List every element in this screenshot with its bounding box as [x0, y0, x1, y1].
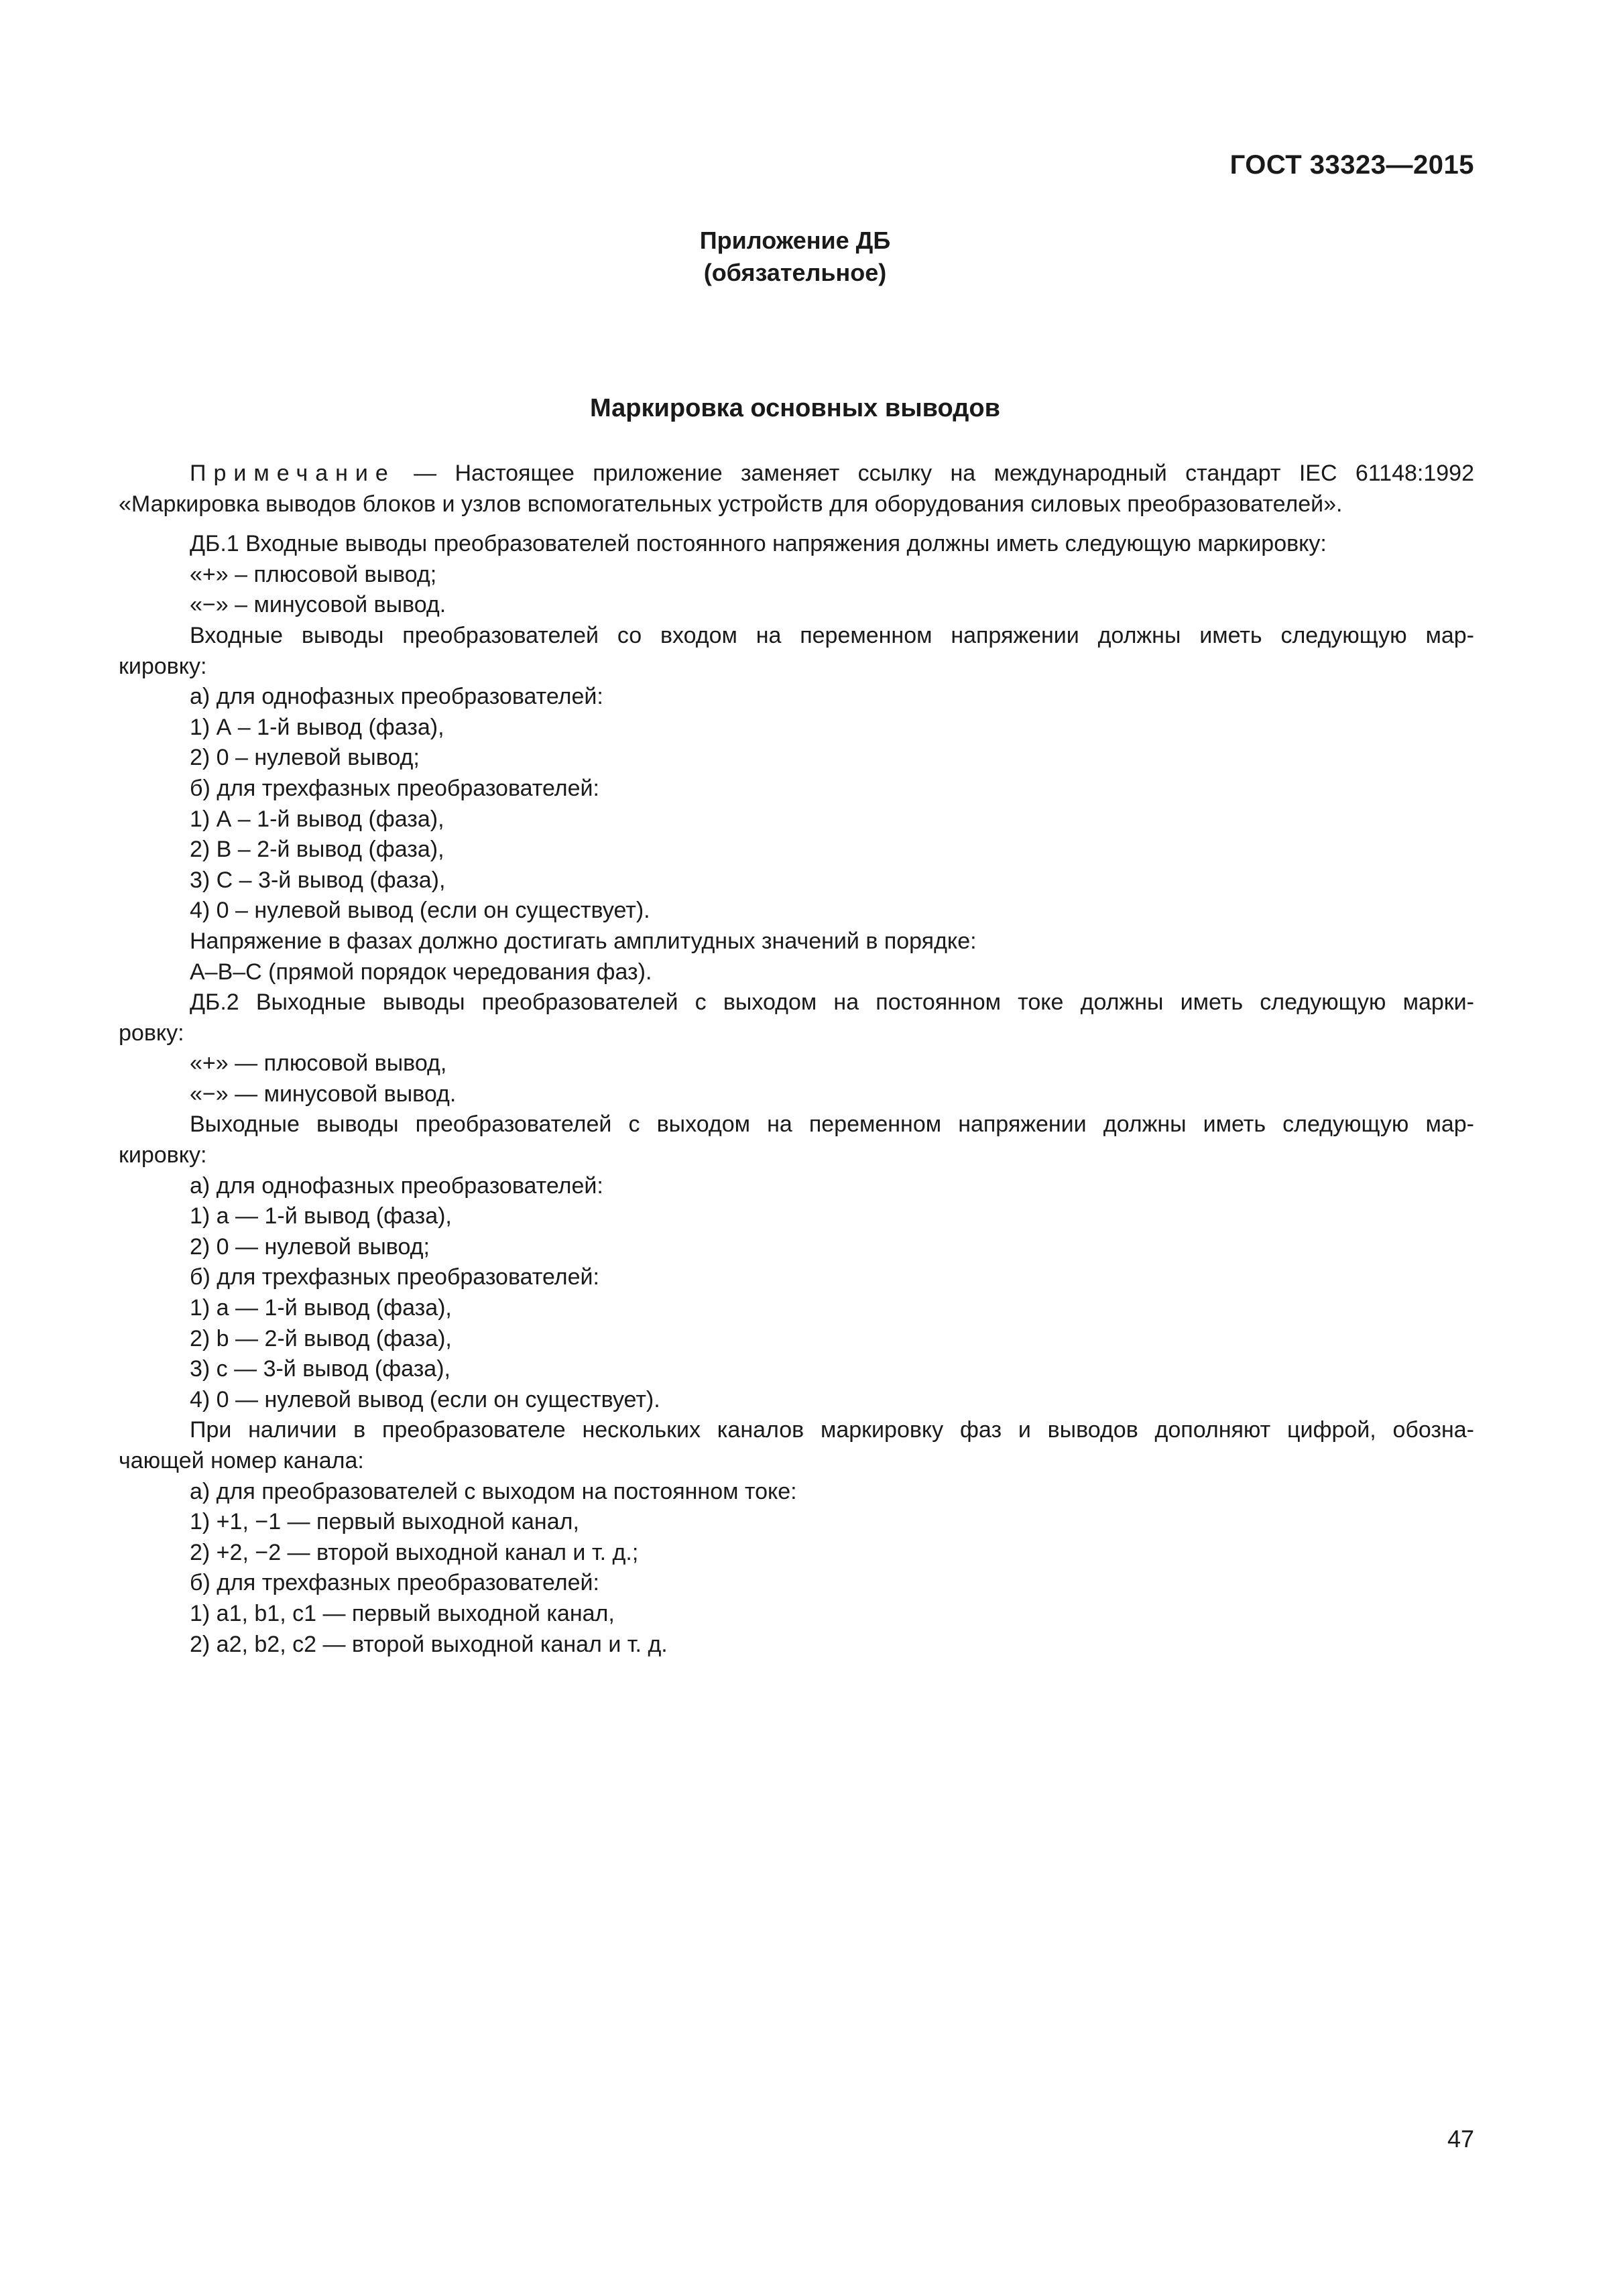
- appendix-status: (обязательное): [703, 259, 887, 286]
- list-item: «+» — плюсовой вывод,: [190, 1050, 447, 1077]
- list-item: а) для однофазных преобразователей:: [190, 684, 603, 710]
- list-item: 1) А – 1-й вывод (фаза),: [190, 714, 444, 740]
- appendix-heading: [0, 225, 1590, 289]
- appendix-title: Приложение ДБ: [699, 227, 891, 254]
- paragraph-line: Входные выводы преобразователей со входом на переменном напряжении должны иметь следующую мар-: [190, 622, 1474, 648]
- note-line: «Маркировка выводов блоков и узлов вспомогательных устройств для оборудования силовых преобразователей».: [119, 491, 1343, 517]
- list-item: 1) а — 1-й вывод (фаза),: [190, 1203, 452, 1229]
- paragraph-line: А–В–С (прямой порядок чередования фаз).: [190, 959, 652, 985]
- list-item: «+» – плюсовой вывод;: [190, 561, 437, 587]
- list-item: 1) а1, b1, с1 — первый выходной канал,: [190, 1600, 615, 1626]
- list-item: 1) А – 1-й вывод (фаза),: [190, 806, 444, 832]
- list-item: 2) 0 – нулевой вывод;: [190, 745, 420, 771]
- paragraph-line: кировку:: [119, 1142, 207, 1168]
- list-item: б) для трехфазных преобразователей:: [190, 1264, 599, 1290]
- paragraph-line: Выходные выводы преобразователей с выходом на переменном напряжении должны иметь следующую мар-: [190, 1111, 1474, 1138]
- list-item: а) для однофазных преобразователей:: [190, 1172, 603, 1199]
- note-dash: —: [414, 461, 437, 486]
- note-text: Настоящее приложение заменяет ссылку на международный стандарт IEC 61148:1992: [455, 461, 1474, 486]
- list-item: 1) +1, −1 — первый выходной канал,: [190, 1509, 579, 1535]
- list-item: 2) b — 2-й вывод (фаза),: [190, 1325, 452, 1351]
- clause-db2-intro: ДБ.2 Выходные выводы преобразователей с выходом на постоянном токе должны иметь следующую марки-: [190, 989, 1474, 1016]
- document-code: ГОСТ 33323—2015: [1229, 150, 1474, 180]
- list-item: 2) В – 2-й вывод (фаза),: [190, 837, 444, 863]
- list-item: б) для трехфазных преобразователей:: [190, 775, 599, 801]
- list-item: 2) +2, −2 — второй выходной канал и т. д.;: [190, 1539, 639, 1565]
- list-item: а) для преобразователей с выходом на постоянном токе:: [190, 1478, 797, 1504]
- list-item: 4) 0 – нулевой вывод (если он существует).: [190, 898, 650, 924]
- list-item: б) для трехфазных преобразователей:: [190, 1570, 599, 1596]
- note-line: [119, 459, 1474, 489]
- list-item: 2) а2, b2, с2 — второй выходной канал и т. д.: [190, 1631, 668, 1657]
- list-item: «−» — минусовой вывод.: [190, 1081, 457, 1107]
- paragraph-line: Напряжение в фазах должно достигать амплитудных значений в порядке:: [190, 928, 977, 954]
- paragraph-line: При наличии в преобразователе нескольких каналов маркировку фаз и выводов дополняют цифрой, обозна-: [190, 1417, 1474, 1443]
- list-item: 1) а — 1-й вывод (фаза),: [190, 1295, 452, 1321]
- page-number: 47: [1447, 2125, 1474, 2153]
- clause-db1-intro: ДБ.1 Входные выводы преобразователей постоянного напряжения должны иметь следующую маркировку:: [190, 531, 1327, 557]
- list-item: 3) с — 3-й вывод (фаза),: [190, 1356, 450, 1382]
- note-label: Примечание: [190, 461, 396, 486]
- list-item: 2) 0 — нулевой вывод;: [190, 1233, 430, 1260]
- list-item: «−» – минусовой вывод.: [190, 592, 446, 618]
- list-item: 4) 0 — нулевой вывод (если он существует).: [190, 1386, 660, 1412]
- paragraph-line: кировку:: [119, 653, 207, 679]
- document-body: [119, 459, 1474, 1660]
- paragraph-line: чающей номер канала:: [119, 1448, 364, 1473]
- section-title: Маркировка основных выводов: [590, 394, 1000, 422]
- list-item: 3) С – 3-й вывод (фаза),: [190, 867, 446, 893]
- spacer: [119, 520, 1474, 529]
- paragraph-line: ровку:: [119, 1020, 184, 1046]
